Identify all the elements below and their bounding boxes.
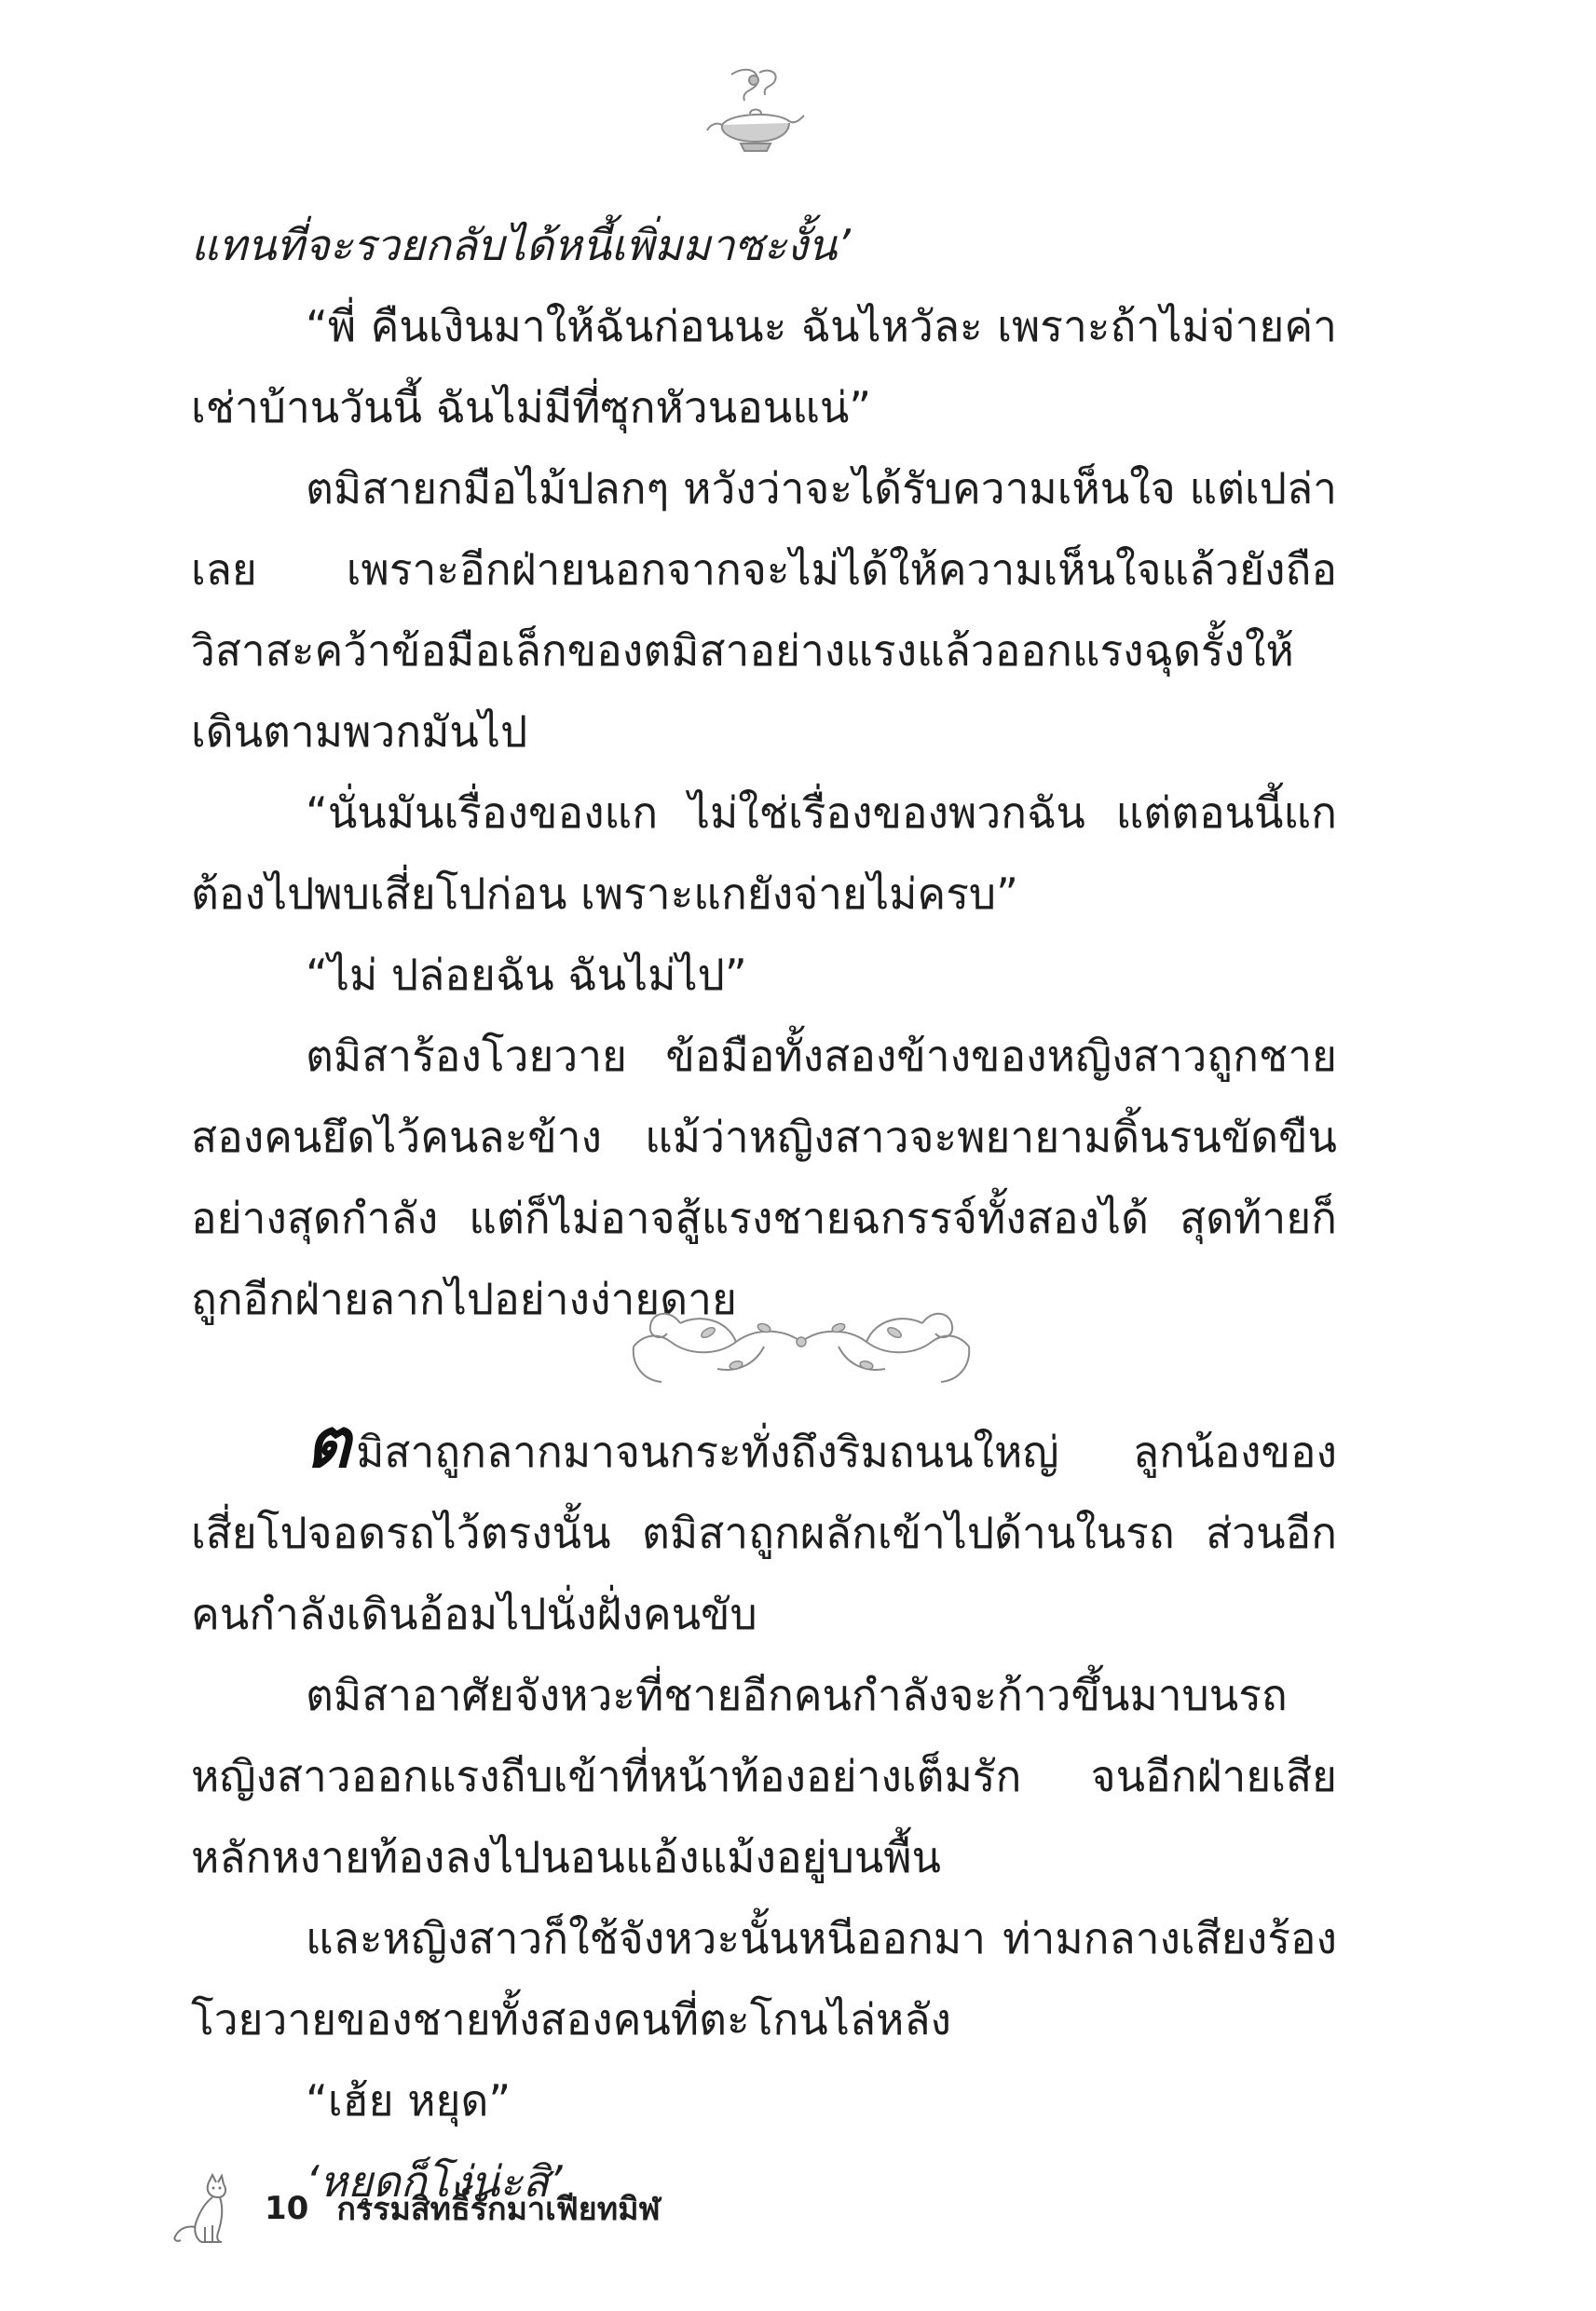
book-title: กรรมสิทธิ์รักมาเฟียทมิฬ bbox=[336, 2191, 661, 2228]
paragraph: “ไม่ ปล่อยฉัน ฉันไม่ไป” bbox=[306, 950, 747, 1000]
floral-divider-ornament bbox=[624, 1291, 978, 1393]
dropcap-letter: ต bbox=[306, 1403, 351, 1484]
body-text-section-2 bbox=[191, 1403, 1337, 2222]
cat-icon bbox=[168, 2171, 233, 2246]
paragraph-with-dropcap bbox=[191, 1403, 1337, 1655]
paragraph: ตมิสาร้องโวยวาย ข้อมือทั้งสองข้างของหญิงสาวถูกชายสองคนยึดไว้คนละข้าง แม้ว่าหญิงสาวจะพยายามดิ้นรนขัดขืนอย่างสุดกำลัง แต่ก็ไม่อาจสู้แรงชายฉกรรจ์ทั้งสองได้ สุดท้ายก็ถูกอีกฝ่ายลากไปอย่างง่ายดาย bbox=[191, 1031, 1337, 1324]
paragraph: ตมิสายกมือไม้ปลกๆ หวังว่าจะได้รับความเห็นใจ แต่เปล่าเลย เพราะอีกฝ่ายนอกจากจะไม่ได้ให้ความเห็นใจแล้วยังถือวิสาสะคว้าข้อมือเล็กของตมิสาอย่างแรงแล้วออกแรงฉุดรั้งให้เดินตามพวกมันไป bbox=[191, 463, 1337, 757]
page-number: 10 bbox=[265, 2190, 309, 2227]
paragraph: ‘หยุดก็โง่น่ะสิ’ bbox=[306, 2156, 563, 2207]
paragraph: แทนที่จะรวยกลับได้หนี้เพิ่มมาซะงั้น’ bbox=[191, 220, 851, 270]
paragraph: “เฮ้ย หยุด” bbox=[306, 2075, 512, 2126]
magic-lamp-icon bbox=[703, 65, 806, 158]
paragraph: “นั่นมันเรื่องของแก ไม่ใช่เรื่องของพวกฉัน แต่ตอนนี้แกต้องไปพบเสี่ยโปก่อน เพราะแกยังจ่ายไม่ครบ” bbox=[191, 787, 1337, 919]
paragraph: ตมิสาอาศัยจังหวะที่ชายอีกคนกำลังจะก้าวขึ้นมาบนรถหญิงสาวออกแรงถีบเข้าที่หน้าท้องอย่างเต็มรัก จนอีกฝ่ายเสียหลักหงายท้องลงไปนอนแอ้งแม้งอยู่บนพื้น bbox=[191, 1670, 1337, 1882]
body-text-section-1 bbox=[191, 205, 1337, 1340]
page-footer bbox=[168, 2171, 661, 2246]
paragraph: “พี่ คืนเงินมาให้ฉันก่อนนะ ฉันไหวัละ เพราะถ้าไม่จ่ายค่าเช่าบ้านวันนี้ ฉันไม่มีที่ซุกหัวนอนแน่” bbox=[191, 301, 1337, 432]
paragraph: และหญิงสาวก็ใช้จังหวะนั้นหนีออกมา ท่ามกลางเสียงร้องโวยวายของชายทั้งสองคนที่ตะโกนไล่หลัง bbox=[191, 1913, 1337, 2044]
paragraph-text: มิสาถูกลากมาจนกระทั่งถึงริมถนนใหญ่ ลูกน้องของเสี่ยโปจอดรถไว้ตรงนั้น ตมิสาถูกผลักเข้าไปด้านในรถ ส่วนอีกคนกำลังเดินอ้อมไปนั่งฝั่งคนขับ bbox=[191, 1427, 1337, 1639]
